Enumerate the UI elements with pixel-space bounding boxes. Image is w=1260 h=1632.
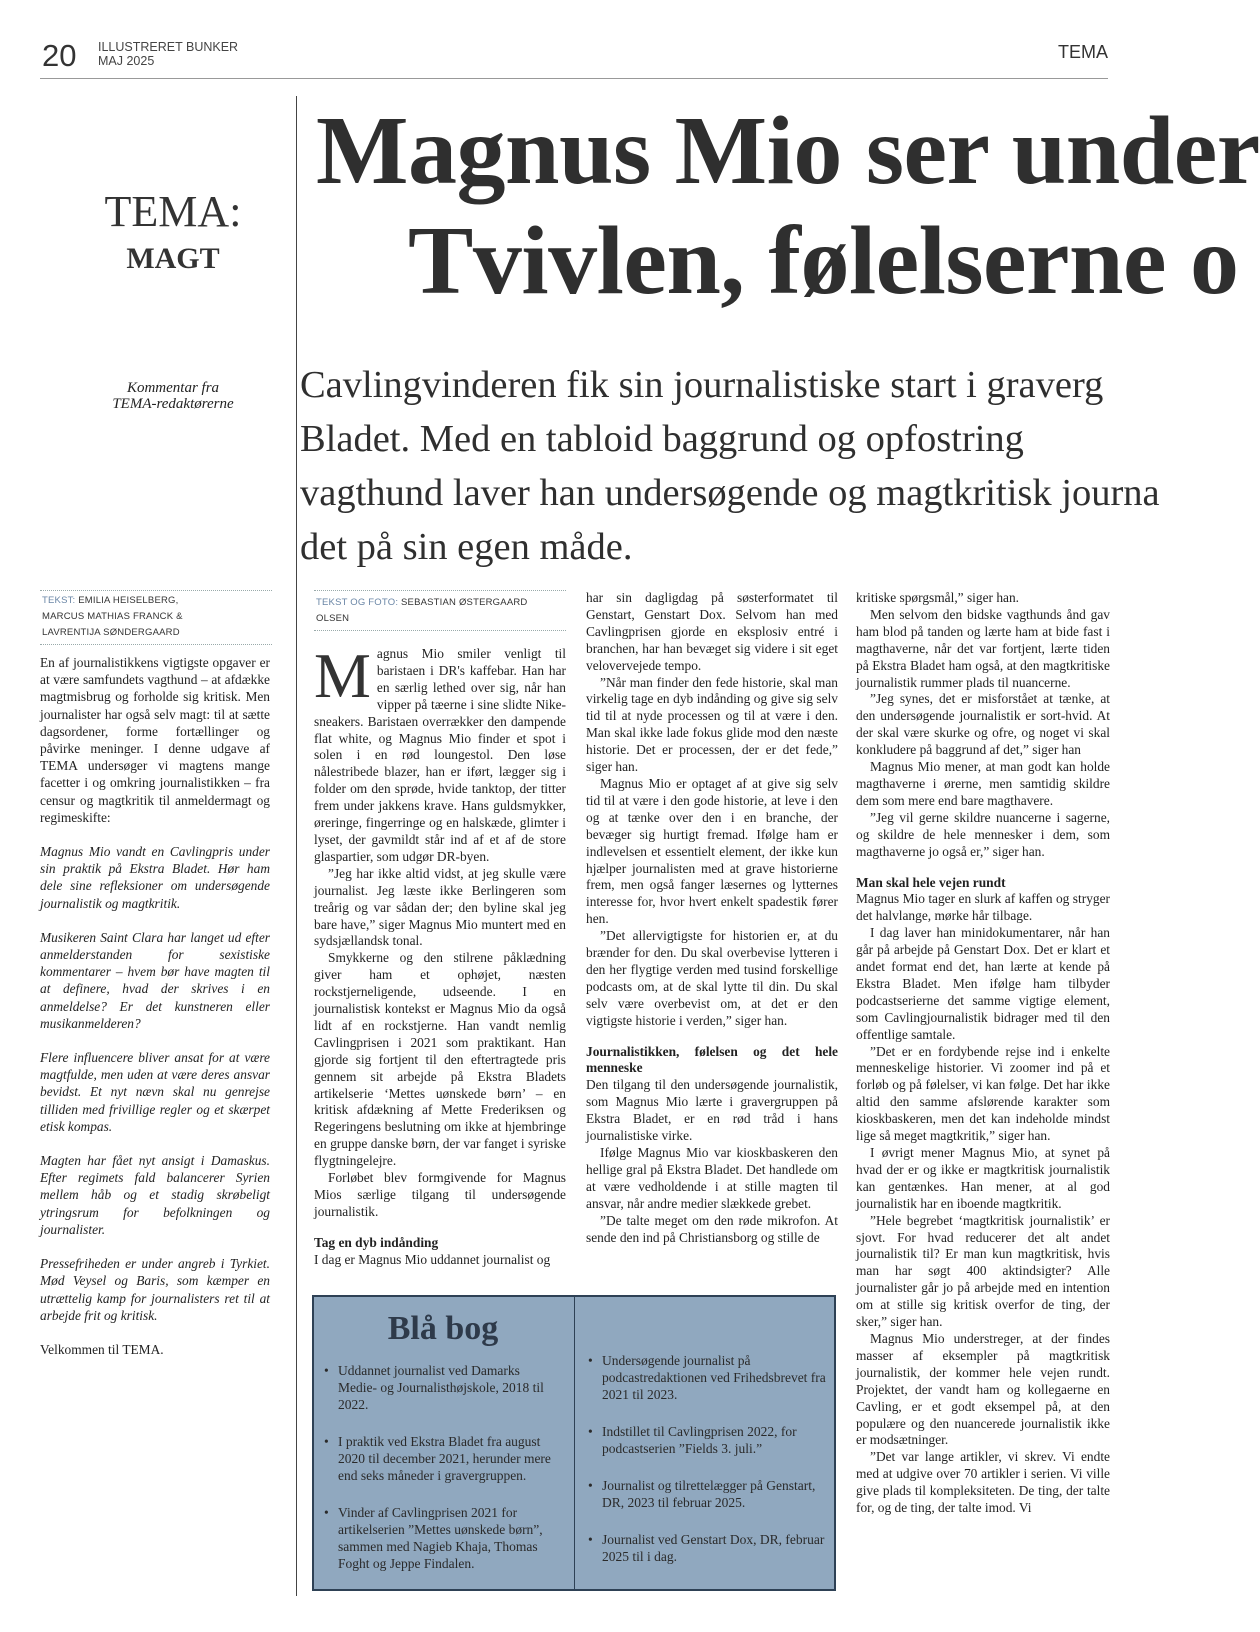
editorial-paragraph: Velkommen til TEMA. [40,1341,164,1357]
article-column-3 [856,590,1110,1517]
tema-topic: MAGT [126,242,220,275]
section-label: TEMA [1057,42,1108,62]
subheading: Man skal hele vejen rundt [856,874,1006,890]
headline-line: Tvivlen, følelserne o [408,207,1239,315]
bio-item: • Journalist ved Genstart Dox, DR, februar 2025 til i dag. [582,1531,830,1565]
article-paragraph: ”De talte meget om den røde mikrofon. At sende den ind på Christiansborg og stille de [586,1212,838,1245]
bio-item: • Uddannet journalist ved Damarks Medie- og Journalisthøjskole, 2018 til 2022. [318,1362,560,1413]
publication-name: ILLUSTRERET BUNKER [98,40,239,54]
bio-box-divider [574,1297,575,1589]
article-paragraph: ”Det var lange artikler, vi skrev. Vi endte med at udgive over 70 artikler i serien. Vi ville give plads til kompleksiteten. De ting, der talte for, og de ting, der talte imod. Vi [856,1449,1110,1516]
editorial-paragraph: Magten har fået nyt ansigt i Damaskus. Efter regimets fald balancerer Syrien mellem håb og et stadig skrøbeligt ytringsrum for befolkningen og journalister. [40,1153,270,1237]
article-paragraph: ”Jeg har ikke altid vidst, at jeg skulle være journalist. Jeg læste ikke Berlingeren som treårig og var sådan der; den byline skal jeg bare have,” siger Magnus Mio muntert med en sydsjællandsk tonal. [314,865,566,949]
editorial-paragraph: Flere influencere bliver ansat for at være magtfulde, men uden at være deres ansvar bevidst. Et nyt nævn skal nu genrejse tilliden med frivillige regler og et skærpet etisk kompas. [40,1050,270,1134]
bio-item: • Indstillet til Cavlingprisen 2022, for podcastserien ”Fields 3. juli.” [582,1423,830,1457]
article-paragraph: Den tilgang til den undersøgende journalistik, som Magnus Mio lærte i gravergruppen på Ekstra Bladet, er en rød tråd i hans journalistiske virke. [586,1077,838,1144]
page-number: 20 [42,38,77,73]
article-paragraph: Magnus Mio tager en slurk af kaffen og stryger det halvlange, mørke hår tilbage. [856,891,1110,924]
bio-item: • Undersøgende journalist på podcastredaktionen ved Frihedsbrevet fra 2021 til 2023. [582,1352,830,1403]
article-paragraph: I øvrigt mener Magnus Mio, at synet på hvad der er og ikke er magtkritisk journalistik kan gentænkes. Han mener, at al god journalistik har en iboende magtkritik. [856,1145,1110,1211]
tema-title: TEMA: [104,187,242,236]
article-paragraph: ”Hele begrebet ‘magtkritisk journalistik’ er sjovt. For hvad reducerer det alt andet journalistik til? Er man kun magtkritisk, hvis man har søgt 400 aktindsigter? Alle journalister går jo på arbejde med en intention om at stille sig kritisk overfor de ting, der sker,” siger han. [856,1212,1110,1330]
credit-name: MARCUS MATHIAS FRANCK & [42,611,183,622]
bio-list-left [318,1362,560,1592]
sidebar-credit [42,593,274,641]
header-divider [40,78,1108,79]
headline-line: Magnus Mio ser under [316,97,1260,205]
article-credit [316,595,568,627]
subheading: Journalistikken, følelsen og det hele menneske [586,1043,838,1076]
bio-item: • I praktik ved Ekstra Bladet fra august 2020 til december 2021, herunder mere end seks måneder i gravergruppen. [318,1433,560,1484]
lede-line: vagthund laver han undersøgende og magtkritisk journa [300,472,1160,514]
article-paragraph: Magnus Mio er optaget af at give sig selv tid til at være i den gode historie, at leve i den og at tænke over den i en branche, der bevæger sig hurtigt fremad. Ifølge ham er indlevelsen et essentielt element, der ikke kun hjælper journalisten med at grave historierne frem, men også fanger læsernes og lytternes interesse for, hvor hvert enkelt spadestik fører hen. [586,775,838,927]
credit-divider [314,630,566,631]
credit-divider [314,590,566,591]
article-paragraph: I dag er Magnus Mio uddannet journalist og [314,1251,551,1267]
credit-divider [40,644,272,645]
publication-date: MAJ 2025 [98,54,155,68]
article-paragraph: har sin dagligdag på søsterformatet til Genstart, Genstart Dox. Selvom han med Cavlingprisen gjorde en eksplosiv entré i branchen, har han bevæget sig videre i sit eget velovervejede tempo. [586,590,838,673]
article-paragraph: I dag laver han minidokumentarer, når han går på arbejde på Genstart Dox. Det er klart et andet format end det, han lærte at kende på Ekstra Bladet. Men ifølge ham tilbyder podcastserierne det samme vigtige element, som Cavlingjournalistik bidrager med til den offentlige samtale. [856,925,1110,1042]
article-column-1 [314,640,566,1269]
comment-line: TEMA-redaktørerne [112,396,234,412]
article-paragraph: kritiske spørgsmål,” siger han. [856,590,1020,605]
editorial-paragraph: En af journalistikkens vigtigste opgaver er at være samfundets vagthund – at afdække magtmisbrug og forholde sig kritisk. Men journalister har også selv magt: til at sætte dagsordener, forme fortællinger og påvirke meninger. I denne udgave af TEMA undersøger vi magtens mange facetter i og omkring journalistikken – fra censur og magtkritik til anmeldermagt og regimeskifte: [40,655,270,825]
article-paragraph: ”Det er en fordybende rejse ind i enkelte menneskelige historier. Vi zoomer ind på et forløb og på følelser, vi kan følge. Det har ikke altid den samme afslørende karakter som kioskbaskeren, men det kan indeholde mindst lige så meget magtkritik,” siger han. [856,1043,1110,1144]
subheading: Tag en dyb indånding [314,1234,439,1250]
article-paragraph: ”Det allervigtigste for historien er, at du brænder for den. Du skal overbevise lytteren i den her flygtige verden med tusind forskellige podcasts om, at de skal lytte til din. Du skal selv være overbevist om, at det er den vigtigste historie i verden,” siger han. [586,928,838,1028]
editorial-paragraph: Musikeren Saint Clara har langet ud efter anmelderstanden for sexistiske kommentarer – hvem bør have magten til at definere, hvad der skrives i en anmeldelse? Er det kunstneren eller musikanmelderen? [40,929,270,1031]
lede-line: Bladet. Med en tabloid baggrund og opfostring [300,418,1024,460]
credit-name: LAVRENTIJA SØNDERGAARD [42,627,180,638]
article-paragraph: ”Når man finder den fede historie, skal man virkelig tage en dyb indånding og give sig selv tid til at nyde processen og til at være i den. Man skal ikke lade fokus glide mod den næste historie. Det er processen, der er det fede,” siger han. [586,674,838,775]
credit-label: TEKST: [42,595,76,606]
bio-list-right [582,1352,830,1585]
column-divider [296,96,297,1596]
credit-name: SEBASTIAN ØSTERGAARD [401,597,528,608]
credit-divider [40,590,272,591]
article-column-2 [586,590,838,1246]
article-paragraph: ”Jeg vil gerne skildre nuancerne i sagerne, og skildre de hele mennesker i dem, som magthaverne jo også er,” siger han. [856,809,1110,859]
article-paragraph: Forløbet blev formgivende for Magnus Mios særlige tilgang til undersøgende journalistik. [314,1170,566,1219]
editorial-text [40,654,270,1375]
article-paragraph: Magnus Mio mener, at man godt kan holde magthaverne i ørerne, men samtidig skildre dem som mere end bare magthavere. [856,759,1110,808]
article-paragraph: Ifølge Magnus Mio var kioskbaskeren den hellige gral på Ekstra Bladet. Det handlede om at være vedholdende i at stille magten til ansvar, når andre medier slækkede grebet. [586,1145,838,1211]
publication-info [98,40,238,68]
editorial-paragraph: Pressefriheden er under angreb i Tyrkiet. Mød Veysel og Baris, som kæmper en utrættelig kamp for journalisters ret til at arbejde frit og kritisk. [40,1256,270,1323]
tema-comment [60,380,286,412]
credit-label: TEKST OG FOTO: [316,597,399,608]
headline [316,96,1260,316]
bio-box-title: Blå bog [387,1310,499,1347]
comment-line: Kommentar fra [126,380,220,396]
article-paragraph: Smykkerne og den stilrene påklædning giver ham et ophøjet, næsten rockstjerneligende, udseende. I en journalistisk kontekst er Magnus Mio da også lidt af en rockstjerne. Han vandt nemlig Cavlingprisen i 2021 som praktikant. Han gjorde sig fortjent til den eftertragtede pris gennem sit arbejde på Ekstra Bladets artikelserie ‘Mettes uønskede børn’ – en kritisk afdækning af Mette Frederiksen og Regeringens beslutning om ikke at hjembringe en gruppe danske børn, der var fanget i syriske flygtningelejre. [314,950,566,1169]
article-paragraph: Magnus Mio understreger, at der findes masser af eksempler på magtkritisk journalistik, der kommer hele vejen rundt. Projektet, der vandt ham og kollegaerne en Cavling, er et godt eksempel på, at den populære og den nuancerede journalistik ikke er modsætninger. [856,1330,1110,1448]
bio-item: • Journalist og tilrettelægger på Genstart, DR, 2023 til februar 2025. [582,1477,830,1511]
article-paragraph: Men selvom den bidske vagthunds ånd gav ham blod på tanden og lærte ham at bide fast i magthaverne, når det var fortjent, lærte tiden på Ekstra Bladet ham også, at den magtkritiske journalistik rummer plads til nuancerne. [856,606,1110,690]
article-paragraph: agnus Mio smiler venligt til baristaen i DR's kaffebar. Han har en særlig lethed over sig, når han vipper på tæerne i sine slidte Nike-sneakers. Baristaen overrækker den dampende flat white, og Magnus Mio finder et spot i solen i en rød loungestol. Den løse nålestribede blazer, han er iført, lægger sig i folder om den sprøde, hvide tanktop, der titter frem under jakkens krave. Hans guldsmykker, øreringe, fingerringe og en halskæde, glimter i lyset, der gavmildt står ind af et af de store glaspartier, som udgør DR-byen. [314,646,566,864]
credit-name: OLSEN [316,613,350,624]
lede-line: Cavlingvinderen fik sin journalistiske start i graverg [300,364,1104,406]
bio-item: • Vinder af Cavlingprisen 2021 for artikelserien ”Mettes uønskede børn”, sammen med Nagieb Khaja, Thomas Foght og Jeppe Findalen. [318,1504,560,1572]
drop-cap: M [314,640,371,711]
article-paragraph: ”Jeg synes, det er misforstået at tænke, at den undersøgende journalistik er sort-hvid. At der skal være skurke og ofre, og noget vi skal konkludere på baggrund af det,” siger han [856,691,1110,758]
lede-line: det på sin egen måde. [300,526,633,568]
lede [300,358,1160,574]
editorial-paragraph: Magnus Mio vandt en Cavlingpris under sin praktik på Ekstra Bladet. Hør ham dele sine refleksioner om undersøgende journalistik og magtkritik. [40,844,270,911]
credit-name: EMILIA HEISELBERG, [78,595,179,606]
